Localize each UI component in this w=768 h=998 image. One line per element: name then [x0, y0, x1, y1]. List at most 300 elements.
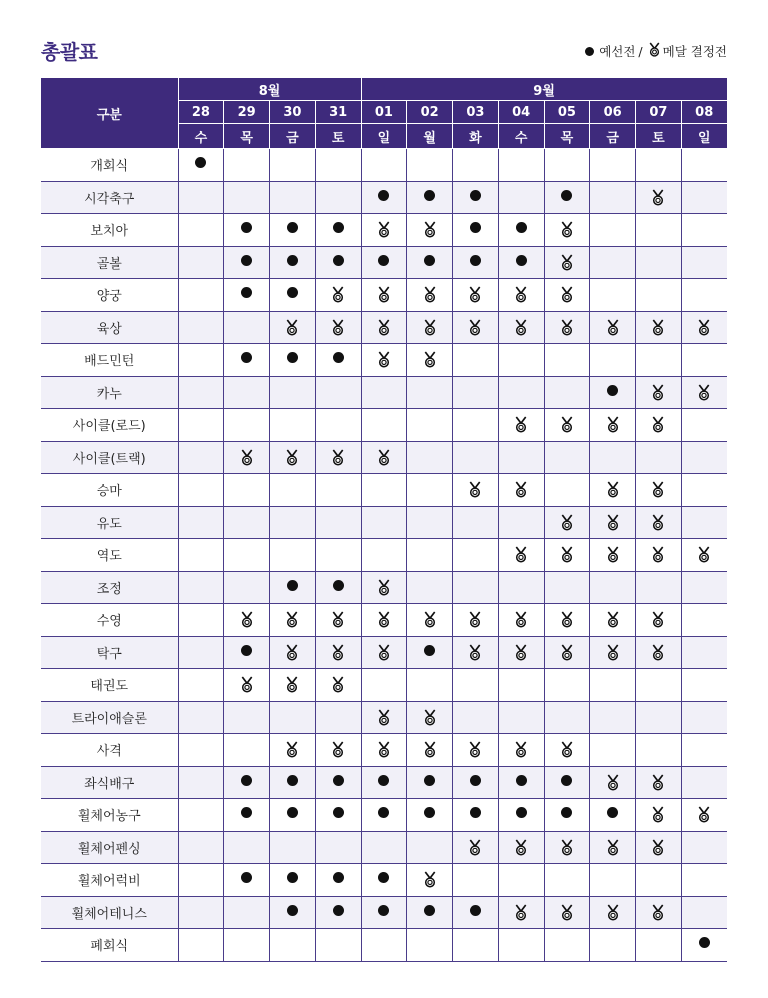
- schedule-cell: [178, 149, 224, 182]
- schedule-cell: [590, 734, 636, 767]
- schedule-cell: [636, 604, 682, 637]
- schedule-cell: [453, 376, 499, 409]
- preliminary-dot-icon: [287, 905, 298, 916]
- schedule-cell: [224, 604, 270, 637]
- medal-icon: [270, 734, 315, 766]
- medal-icon: [270, 637, 315, 669]
- schedule-cell: [681, 441, 727, 474]
- preliminary-dot-icon: [424, 905, 435, 916]
- medal-icon: [590, 507, 635, 539]
- schedule-cell: [453, 181, 499, 214]
- schedule-cell: [544, 409, 590, 442]
- schedule-cell: [681, 279, 727, 312]
- schedule-cell: [590, 181, 636, 214]
- schedule-cell: [178, 604, 224, 637]
- schedule-cell: [361, 669, 407, 702]
- preliminary-dot-icon: [333, 352, 344, 363]
- schedule-cell: [224, 279, 270, 312]
- schedule-cell: [361, 636, 407, 669]
- date-header: 29: [224, 101, 270, 124]
- schedule-cell: [178, 766, 224, 799]
- schedule-cell: [544, 864, 590, 897]
- legend: [585, 42, 727, 60]
- schedule-cell: [407, 571, 453, 604]
- preliminary-dot-icon: [378, 255, 389, 266]
- schedule-cell: [544, 929, 590, 962]
- medal-icon: [590, 539, 635, 571]
- schedule-cell: [178, 799, 224, 832]
- medal-icon: [636, 637, 681, 669]
- event-name: 승마: [41, 474, 178, 507]
- schedule-cell: [224, 896, 270, 929]
- date-header: 02: [407, 101, 453, 124]
- event-name: 휠체어테니스: [41, 896, 178, 929]
- medal-icon: [362, 344, 407, 376]
- medal-icon: [545, 734, 590, 766]
- medal-icon: [590, 604, 635, 636]
- schedule-cell: [636, 311, 682, 344]
- schedule-cell: [224, 734, 270, 767]
- medal-icon: [453, 734, 498, 766]
- schedule-cell: [590, 701, 636, 734]
- schedule-cell: [590, 766, 636, 799]
- preliminary-dot-icon: [516, 255, 527, 266]
- schedule-cell: [315, 409, 361, 442]
- preliminary-dot-icon: [378, 190, 389, 201]
- schedule-cell: [270, 896, 316, 929]
- schedule-cell: [590, 149, 636, 182]
- event-name: 양궁: [41, 279, 178, 312]
- table-row: [41, 929, 727, 962]
- schedule-cell: [178, 539, 224, 572]
- schedule-cell: [270, 701, 316, 734]
- table-row: [41, 279, 727, 312]
- schedule-cell: [636, 669, 682, 702]
- schedule-cell: [590, 376, 636, 409]
- medal-icon: [224, 604, 269, 636]
- schedule-cell: [361, 376, 407, 409]
- schedule-cell: [407, 929, 453, 962]
- page-title: 총괄표: [41, 40, 98, 64]
- schedule-cell: [224, 571, 270, 604]
- schedule-cell: [498, 344, 544, 377]
- schedule-cell: [498, 701, 544, 734]
- schedule-cell: [224, 214, 270, 247]
- schedule-cell: [361, 311, 407, 344]
- preliminary-dot-icon: [287, 352, 298, 363]
- schedule-cell: [361, 474, 407, 507]
- schedule-cell: [315, 734, 361, 767]
- schedule-cell: [636, 571, 682, 604]
- medal-icon: [590, 312, 635, 344]
- schedule-cell: [361, 149, 407, 182]
- schedule-cell: [498, 636, 544, 669]
- schedule-cell: [681, 506, 727, 539]
- schedule-cell: [590, 636, 636, 669]
- preliminary-dot-icon: [378, 872, 389, 883]
- schedule-cell: [361, 181, 407, 214]
- weekday-header: 월: [407, 124, 453, 149]
- weekday-header: 수: [178, 124, 224, 149]
- schedule-cell: [224, 181, 270, 214]
- schedule-cell: [636, 864, 682, 897]
- schedule-cell: [270, 604, 316, 637]
- schedule-cell: [498, 376, 544, 409]
- schedule-cell: [681, 474, 727, 507]
- table-row: [41, 441, 727, 474]
- schedule-cell: [361, 571, 407, 604]
- schedule-cell: [498, 409, 544, 442]
- weekday-header: 수: [498, 124, 544, 149]
- schedule-cell: [315, 149, 361, 182]
- schedule-cell: [178, 701, 224, 734]
- schedule-cell: [315, 344, 361, 377]
- schedule-cell: [224, 344, 270, 377]
- schedule-cell: [315, 181, 361, 214]
- medal-icon: [316, 637, 361, 669]
- schedule-cell: [453, 734, 499, 767]
- schedule-cell: [453, 831, 499, 864]
- schedule-cell: [453, 799, 499, 832]
- medal-icon: [316, 604, 361, 636]
- schedule-cell: [453, 409, 499, 442]
- schedule-cell: [361, 279, 407, 312]
- medal-icon: [453, 474, 498, 506]
- medal-icon: [590, 767, 635, 799]
- medal-icon: [224, 669, 269, 701]
- schedule-cell: [178, 636, 224, 669]
- schedule-cell: [681, 734, 727, 767]
- schedule-cell: [407, 734, 453, 767]
- preliminary-dot-icon: [561, 190, 572, 201]
- preliminary-dot-icon: [333, 222, 344, 233]
- table-row: [41, 311, 727, 344]
- medal-icon: [499, 637, 544, 669]
- medal-icon: [545, 312, 590, 344]
- schedule-cell: [498, 181, 544, 214]
- schedule-cell: [270, 376, 316, 409]
- schedule-cell: [681, 896, 727, 929]
- schedule-cell: [681, 181, 727, 214]
- date-header: 05: [544, 101, 590, 124]
- medal-icon: [316, 279, 361, 311]
- schedule-cell: [453, 344, 499, 377]
- medal-icon: [590, 409, 635, 441]
- schedule-cell: [407, 246, 453, 279]
- medal-icon: [362, 734, 407, 766]
- schedule-cell: [224, 539, 270, 572]
- schedule-cell: [544, 636, 590, 669]
- weekday-header: 금: [590, 124, 636, 149]
- schedule-cell: [270, 539, 316, 572]
- medal-icon: [682, 539, 727, 571]
- schedule-cell: [590, 929, 636, 962]
- date-header: 07: [636, 101, 682, 124]
- schedule-cell: [315, 539, 361, 572]
- medal-icon: [682, 799, 727, 831]
- schedule-cell: [636, 246, 682, 279]
- date-header: 06: [590, 101, 636, 124]
- schedule-cell: [361, 929, 407, 962]
- medal-icon: [636, 832, 681, 864]
- event-name: 배드민턴: [41, 344, 178, 377]
- medal-icon: [453, 637, 498, 669]
- medal-icon: [362, 637, 407, 669]
- schedule-cell: [681, 311, 727, 344]
- medal-icon: [316, 442, 361, 474]
- preliminary-dot-icon: [607, 807, 618, 818]
- preliminary-dot-icon: [333, 807, 344, 818]
- schedule-cell: [498, 929, 544, 962]
- schedule-cell: [636, 506, 682, 539]
- schedule-cell: [315, 799, 361, 832]
- schedule-cell: [315, 474, 361, 507]
- preliminary-dot-icon: [241, 255, 252, 266]
- event-name: 태권도: [41, 669, 178, 702]
- schedule-cell: [407, 539, 453, 572]
- date-header: 04: [498, 101, 544, 124]
- schedule-cell: [453, 896, 499, 929]
- medal-icon: [590, 637, 635, 669]
- event-name: 시각축구: [41, 181, 178, 214]
- schedule-cell: [270, 831, 316, 864]
- preliminary-dot-icon: [333, 775, 344, 786]
- medal-icon: [453, 312, 498, 344]
- schedule-cell: [407, 149, 453, 182]
- schedule-cell: [407, 344, 453, 377]
- schedule-cell: [681, 799, 727, 832]
- medal-icon: [636, 767, 681, 799]
- weekday-header: 목: [544, 124, 590, 149]
- preliminary-dot-icon: [470, 222, 481, 233]
- schedule-cell: [544, 799, 590, 832]
- schedule-cell: [453, 311, 499, 344]
- schedule-cell: [407, 604, 453, 637]
- medal-icon: [590, 897, 635, 929]
- schedule-cell: [407, 506, 453, 539]
- medal-icon: [545, 409, 590, 441]
- table-row: [41, 376, 727, 409]
- schedule-cell: [315, 441, 361, 474]
- preliminary-dot-icon: [470, 775, 481, 786]
- schedule-cell: [224, 506, 270, 539]
- medal-icon: [499, 897, 544, 929]
- schedule-cell: [590, 539, 636, 572]
- medal-icon: [499, 312, 544, 344]
- medal-icon: [636, 507, 681, 539]
- schedule-cell: [178, 831, 224, 864]
- schedule-cell: [636, 441, 682, 474]
- preliminary-dot-icon: [516, 222, 527, 233]
- schedule-cell: [681, 539, 727, 572]
- medal-icon: [362, 279, 407, 311]
- date-header: 28: [178, 101, 224, 124]
- schedule-cell: [407, 441, 453, 474]
- weekday-header: 토: [315, 124, 361, 149]
- legend-medal-label: 메달 결정전: [662, 44, 727, 59]
- medal-icon: [407, 312, 452, 344]
- schedule-cell: [498, 669, 544, 702]
- schedule-cell: [270, 864, 316, 897]
- schedule-cell: [590, 246, 636, 279]
- medal-icon: [407, 604, 452, 636]
- schedule-cell: [270, 441, 316, 474]
- schedule-cell: [498, 214, 544, 247]
- schedule-cell: [224, 701, 270, 734]
- schedule-cell: [498, 864, 544, 897]
- medal-icon: [545, 637, 590, 669]
- preliminary-dot-icon: [287, 287, 298, 298]
- schedule-cell: [407, 311, 453, 344]
- preliminary-dot-icon: [241, 287, 252, 298]
- schedule-cell: [453, 701, 499, 734]
- schedule-cell: [224, 149, 270, 182]
- schedule-cell: [453, 929, 499, 962]
- schedule-cell: [590, 214, 636, 247]
- schedule-cell: [590, 441, 636, 474]
- schedule-table: [41, 77, 728, 962]
- schedule-cell: [315, 929, 361, 962]
- schedule-cell: [315, 604, 361, 637]
- medal-icon: [499, 474, 544, 506]
- schedule-cell: [178, 279, 224, 312]
- schedule-cell: [270, 766, 316, 799]
- schedule-cell: [544, 279, 590, 312]
- medal-icon: [224, 442, 269, 474]
- schedule-cell: [270, 149, 316, 182]
- date-header: 31: [315, 101, 361, 124]
- schedule-cell: [361, 701, 407, 734]
- preliminary-dot-icon: [241, 807, 252, 818]
- schedule-cell: [636, 766, 682, 799]
- medal-icon: [590, 474, 635, 506]
- schedule-cell: [315, 864, 361, 897]
- schedule-cell: [681, 669, 727, 702]
- schedule-cell: [178, 344, 224, 377]
- schedule-cell: [270, 799, 316, 832]
- schedule-cell: [361, 799, 407, 832]
- medal-icon: [499, 832, 544, 864]
- schedule-cell: [498, 799, 544, 832]
- schedule-cell: [681, 376, 727, 409]
- preliminary-dot-icon: [241, 352, 252, 363]
- preliminary-dot-icon: [516, 775, 527, 786]
- schedule-cell: [544, 896, 590, 929]
- medal-icon: [362, 312, 407, 344]
- medal-icon: [545, 539, 590, 571]
- schedule-cell: [590, 831, 636, 864]
- schedule-cell: [178, 181, 224, 214]
- schedule-cell: [361, 214, 407, 247]
- preliminary-dot-icon: [607, 385, 618, 396]
- medal-icon: [545, 604, 590, 636]
- medal-icon: [646, 42, 663, 60]
- preliminary-dot-icon: [561, 807, 572, 818]
- schedule-cell: [361, 344, 407, 377]
- schedule-cell: [590, 669, 636, 702]
- event-name: 개회식: [41, 149, 178, 182]
- medal-icon: [499, 734, 544, 766]
- schedule-cell: [178, 929, 224, 962]
- schedule-cell: [544, 474, 590, 507]
- schedule-cell: [681, 409, 727, 442]
- date-header: 03: [453, 101, 499, 124]
- medal-icon: [362, 604, 407, 636]
- schedule-cell: [315, 701, 361, 734]
- schedule-cell: [590, 799, 636, 832]
- schedule-cell: [315, 376, 361, 409]
- schedule-cell: [361, 604, 407, 637]
- schedule-cell: [544, 734, 590, 767]
- weekday-header: 목: [224, 124, 270, 149]
- schedule-cell: [407, 474, 453, 507]
- medal-icon: [407, 734, 452, 766]
- preliminary-dot-icon: [333, 905, 344, 916]
- medal-icon: [407, 702, 452, 734]
- schedule-cell: [681, 831, 727, 864]
- schedule-cell: [270, 636, 316, 669]
- schedule-cell: [407, 181, 453, 214]
- schedule-cell: [178, 441, 224, 474]
- schedule-cell: [407, 214, 453, 247]
- medal-icon: [636, 539, 681, 571]
- schedule-cell: [270, 246, 316, 279]
- preliminary-dot-icon: [195, 157, 206, 168]
- table-row: [41, 636, 727, 669]
- schedule-cell: [590, 571, 636, 604]
- medal-icon: [453, 832, 498, 864]
- weekday-header: 화: [453, 124, 499, 149]
- medal-icon: [545, 214, 590, 246]
- schedule-cell: [453, 506, 499, 539]
- schedule-cell: [544, 246, 590, 279]
- table-row: [41, 149, 727, 182]
- weekday-header: 일: [681, 124, 727, 149]
- preliminary-dot-icon: [378, 775, 389, 786]
- schedule-cell: [178, 571, 224, 604]
- preliminary-dot-icon: [287, 580, 298, 591]
- preliminary-dot-icon: [470, 190, 481, 201]
- schedule-cell: [270, 311, 316, 344]
- table-row: [41, 734, 727, 767]
- schedule-cell: [361, 441, 407, 474]
- schedule-cell: [544, 766, 590, 799]
- preliminary-dot-icon: [470, 905, 481, 916]
- schedule-cell: [361, 831, 407, 864]
- schedule-cell: [407, 409, 453, 442]
- event-name: 역도: [41, 539, 178, 572]
- schedule-cell: [224, 311, 270, 344]
- schedule-cell: [361, 506, 407, 539]
- schedule-cell: [315, 506, 361, 539]
- date-header: 01: [361, 101, 407, 124]
- schedule-cell: [681, 246, 727, 279]
- medal-icon: [499, 409, 544, 441]
- schedule-cell: [315, 831, 361, 864]
- schedule-cell: [590, 506, 636, 539]
- schedule-cell: [453, 539, 499, 572]
- preliminary-dot-icon: [287, 775, 298, 786]
- table-row: [41, 864, 727, 897]
- schedule-cell: [453, 279, 499, 312]
- schedule-cell: [361, 409, 407, 442]
- schedule-cell: [544, 441, 590, 474]
- preliminary-dot-icon: [516, 807, 527, 818]
- table-header: [41, 78, 727, 149]
- medal-icon: [453, 604, 498, 636]
- table-row: [41, 799, 727, 832]
- schedule-cell: [453, 669, 499, 702]
